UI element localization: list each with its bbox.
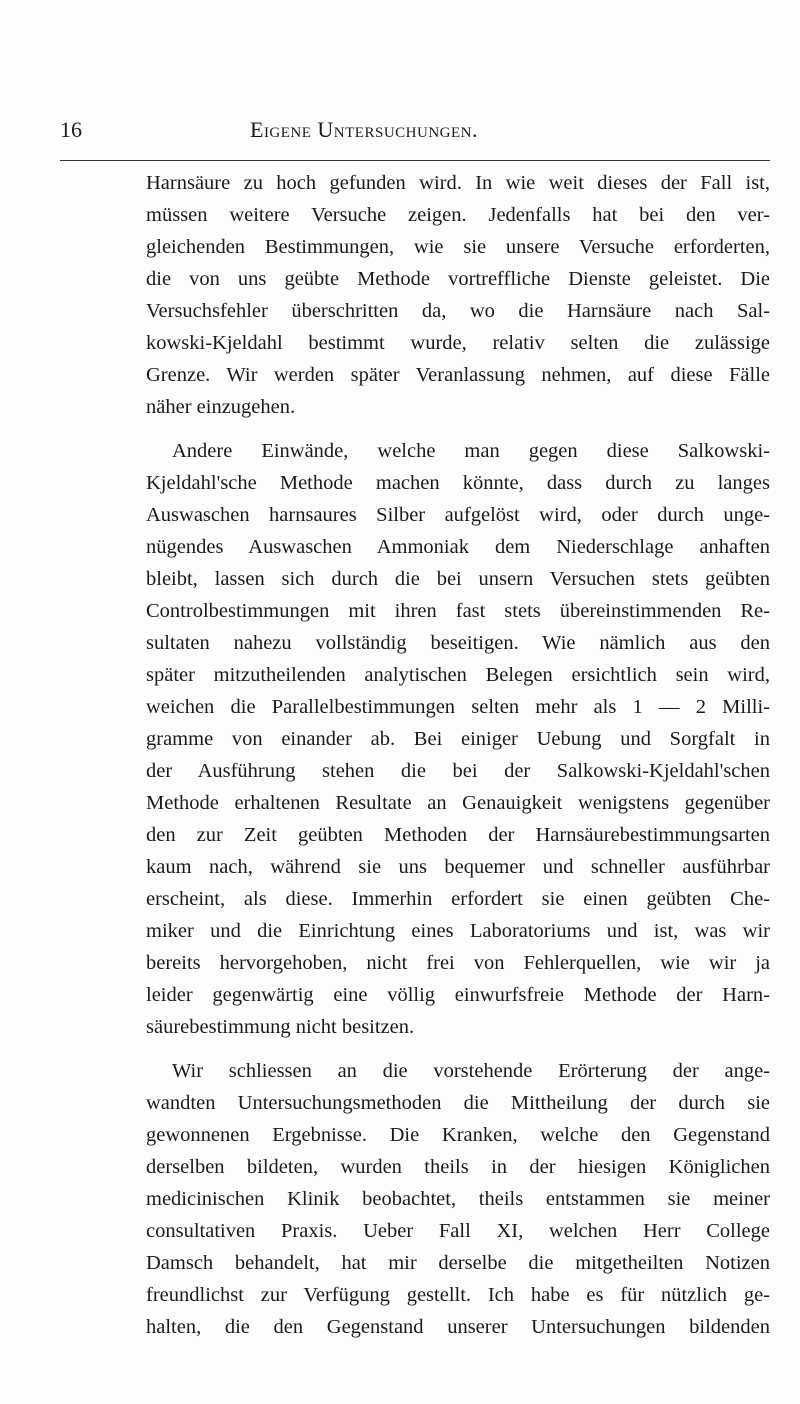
text-line: Harnsäure zu hoch gefunden wird. In wie weit dieses der Fall ist, [146, 172, 770, 194]
text-line: Versuchsfehler überschritten da, wo die Harnsäure nach Sal- [146, 300, 770, 322]
text-line: consultativen Praxis. Ueber Fall XI, welchen Herr College [146, 1220, 770, 1242]
text-line: halten, die den Gegenstand unserer Untersuchungen bildenden [146, 1316, 770, 1338]
text-line: die von uns geübte Methode vortreffliche Dienste geleistet. Die [146, 268, 770, 290]
text-line: Auswaschen harnsaures Silber aufgelöst wird, oder durch unge- [146, 504, 770, 526]
text-line: säurebestimmung nicht besitzen. [146, 1016, 415, 1038]
paragraph-3 [146, 1055, 770, 1343]
text-line: müssen weitere Versuche zeigen. Jedenfalls hat bei den ver- [146, 204, 770, 226]
page-header [60, 100, 770, 161]
text-line: der Ausführung stehen die bei der Salkowski-Kjeldahl'schen [146, 760, 770, 782]
text-line: den zur Zeit geübten Methoden der Harnsäurebestimmungsarten [146, 824, 770, 846]
text-line: später mitzutheilenden analytischen Belegen ersichtlich sein wird, [146, 664, 770, 686]
text-line: freundlichst zur Verfügung gestellt. Ich habe es für nützlich ge- [146, 1284, 770, 1306]
text-line: Kjeldahl'sche Methode machen könnte, dass durch zu langes [146, 472, 770, 494]
text-line: kowski-Kjeldahl bestimmt wurde, relativ selten die zulässige [146, 332, 770, 354]
text-line: Damsch behandelt, hat mir derselbe die mitgetheilten Notizen [146, 1252, 770, 1274]
text-line: weichen die Parallelbestimmungen selten mehr als 1 — 2 Milli- [146, 696, 770, 718]
text-line: wandten Untersuchungsmethoden die Mittheilung der durch sie [146, 1092, 770, 1114]
text-line: gleichenden Bestimmungen, wie sie unsere Versuche erforderten, [146, 236, 770, 258]
text-line: derselben bildeten, wurden theils in der hiesigen Königlichen [146, 1156, 770, 1178]
text-line: erscheint, als diese. Immerhin erfordert sie einen geübten Che- [146, 888, 770, 910]
text-line: Andere Einwände, welche man gegen diese Salkowski- [172, 440, 770, 462]
page-number: 16 [60, 117, 82, 142]
text-line: miker und die Einrichtung eines Laboratoriums und ist, was wir [146, 920, 770, 942]
text-line: bereits hervorgehoben, nicht frei von Fehlerquellen, wie wir ja [146, 952, 770, 974]
text-line: medicinischen Klinik beobachtet, theils entstammen sie meiner [146, 1188, 770, 1210]
text-line: kaum nach, während sie uns bequemer und schneller ausführbar [146, 856, 770, 878]
text-line: Grenze. Wir werden später Veranlassung nehmen, auf diese Fälle [146, 364, 770, 386]
text-line: sultaten nahezu vollständig beseitigen. Wie nämlich aus den [146, 632, 770, 654]
text-line: gewonnenen Ergebnisse. Die Kranken, welche den Gegenstand [146, 1124, 770, 1146]
text-line: nügendes Auswaschen Ammoniak dem Niederschlage anhaften [146, 536, 770, 558]
text-line: gramme von einander ab. Bei einiger Uebung und Sorgfalt in [146, 728, 770, 750]
text-line: Controlbestimmungen mit ihren fast stets übereinstimmenden Re- [146, 600, 770, 622]
running-head: Eigene Untersuchungen. [250, 117, 478, 142]
paragraph-2 [146, 435, 770, 1043]
paragraph-1 [146, 167, 770, 423]
text-line: leider gegenwärtig eine völlig einwurfsfreie Methode der Harn- [146, 984, 770, 1006]
text-line: Wir schliessen an die vorstehende Erörterung der ange- [172, 1060, 770, 1082]
text-line: näher einzugehen. [146, 396, 296, 418]
text-line: bleibt, lassen sich durch die bei unsern Versuchen stets geübten [146, 568, 770, 590]
text-line: Methode erhaltenen Resultate an Genauigkeit wenigstens gegenüber [146, 792, 770, 814]
body-text [146, 167, 770, 1343]
